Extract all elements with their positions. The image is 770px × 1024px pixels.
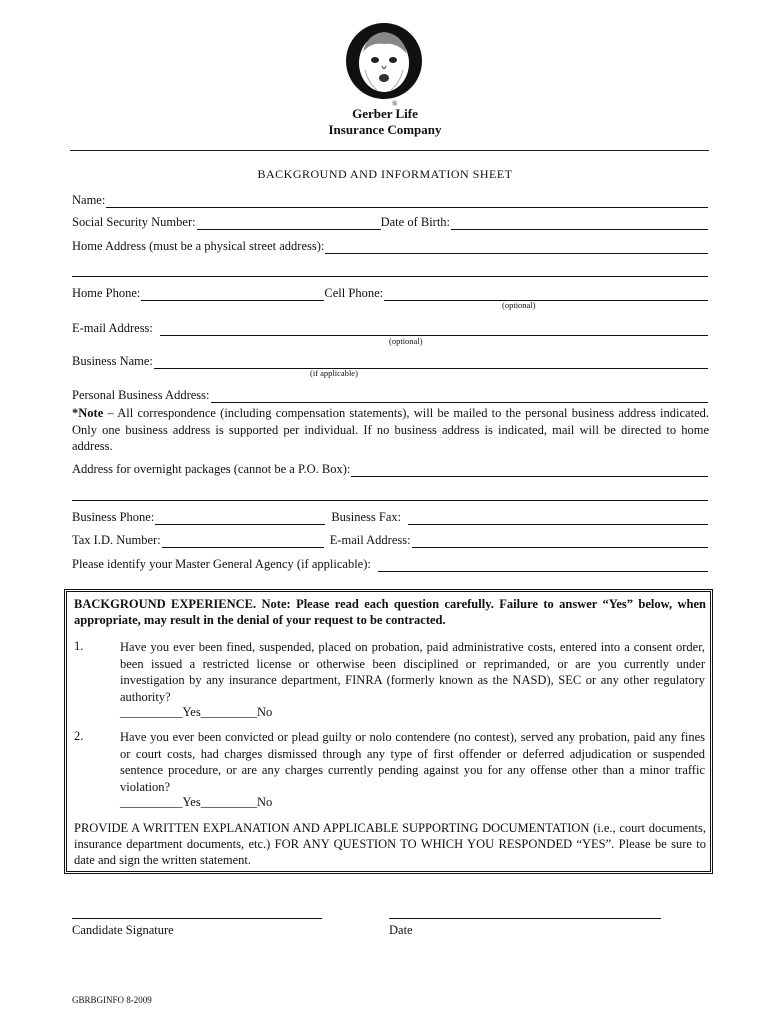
note-label: *Note <box>72 406 104 420</box>
ssn-field[interactable] <box>197 217 381 230</box>
home-phone-field[interactable] <box>141 288 324 301</box>
overnight-label: Address for overnight packages (cannot be a P.O. Box): <box>72 462 351 476</box>
question-2-answer[interactable]: __________Yes_________No <box>120 795 273 809</box>
header-divider <box>70 150 709 151</box>
question-1-text: Have you ever been fined, suspended, placed on probation, paid administrative costs, entered into a consent order, been issued a restricted license or otherwise been disciplined or reprimanded, or are you currently under investigation by any insurance department, FINRA (formerly known as the NASD), SEC or any other regulatory authority? <box>120 640 705 704</box>
mga-row <box>72 556 708 572</box>
name-field[interactable] <box>106 195 708 208</box>
business-phone-field[interactable] <box>155 512 325 525</box>
home-phone-label: Home Phone: <box>72 286 141 300</box>
question-2-number: 2. <box>74 729 84 743</box>
business-phone-row <box>72 509 708 525</box>
question-2-text: Have you ever been convicted or plead guilty or nolo contendere (no contest), served any probation, paid any fines or court costs, had charges dismissed through any type of first offender or deferred adjudication or suspended sentence procedure, or are any charges currently pending against you for any offense other than a minor traffic violation? <box>120 730 705 794</box>
business-name-field[interactable] <box>154 356 708 369</box>
home-address-field-2[interactable] <box>72 264 708 277</box>
gerber-baby-logo <box>345 22 423 100</box>
background-heading: BACKGROUND EXPERIENCE. Note: Please read each question carefully. Failure to answer “Yes” below, when appropriate, may result in the denial of your request to be contracted. <box>74 597 706 627</box>
ssn-dob-row <box>72 214 708 230</box>
overnight-field-2[interactable] <box>72 488 708 501</box>
candidate-signature-line[interactable] <box>72 918 322 919</box>
cell-phone-label: Cell Phone: <box>324 286 384 300</box>
candidate-signature-label: Candidate Signature <box>72 923 174 937</box>
ssn-label: Social Security Number: <box>72 215 196 229</box>
dob-label: Date of Birth: <box>380 215 451 229</box>
mga-field[interactable] <box>378 559 708 572</box>
business-name-note: (if applicable) <box>310 368 358 378</box>
page-title: BACKGROUND AND INFORMATION SHEET <box>257 167 513 181</box>
email-label: E-mail Address: <box>72 321 153 335</box>
personal-business-address-field[interactable] <box>211 390 709 403</box>
overnight-field[interactable] <box>351 464 708 477</box>
business-name-label: Business Name: <box>72 354 153 368</box>
tax-id-field[interactable] <box>162 535 324 548</box>
mga-label: Please identify your Master General Agency (if applicable): <box>72 557 371 571</box>
email2-label: E-mail Address: <box>329 533 411 547</box>
email-field[interactable] <box>160 323 708 336</box>
business-name-row <box>72 353 708 369</box>
overnight-row-2 <box>72 485 708 501</box>
correspondence-note <box>72 405 709 455</box>
provide-explanation-text: PROVIDE A WRITTEN EXPLANATION AND APPLICABLE SUPPORTING DOCUMENTATION (i.e., court documents, insurance department documents, etc.) FOR ANY QUESTION TO WHICH YOU RESPONDED “YES”. Please be sure to date and sign the written statement. <box>74 821 706 867</box>
email-optional: (optional) <box>389 336 423 346</box>
home-address-row <box>72 238 708 254</box>
date-line[interactable] <box>389 918 661 919</box>
name-row <box>72 192 708 208</box>
business-fax-label: Business Fax: <box>331 510 402 524</box>
personal-business-address-row <box>72 387 708 403</box>
overnight-row <box>72 461 708 477</box>
note-text: – All correspondence (including compensation statements), will be mailed to the personal business address indicated. Only one business address is supported per individual. If no business address is indicated, mail will be directed to home address. <box>72 406 709 453</box>
company-name: Gerber Life Insurance Company <box>328 106 442 137</box>
question-1-number: 1. <box>74 639 84 653</box>
tax-id-row <box>72 532 708 548</box>
name-label: Name: <box>72 193 106 207</box>
form-code: GBRBGINFO 8-2009 <box>72 995 152 1005</box>
dob-field[interactable] <box>451 217 708 230</box>
registered-mark: ® <box>392 100 398 108</box>
personal-business-address-label: Personal Business Address: <box>72 388 210 402</box>
tax-id-label: Tax I.D. Number: <box>72 533 161 547</box>
business-fax-field[interactable] <box>408 512 708 525</box>
date-label: Date <box>389 923 413 937</box>
cell-phone-optional: (optional) <box>502 300 536 310</box>
email-row <box>72 320 708 336</box>
home-address-row-2 <box>72 261 708 277</box>
business-phone-label: Business Phone: <box>72 510 155 524</box>
question-1-answer[interactable]: __________Yes_________No <box>120 705 273 719</box>
cell-phone-field[interactable] <box>384 288 708 301</box>
home-address-field[interactable] <box>325 241 708 254</box>
email2-field[interactable] <box>412 535 708 548</box>
home-address-label: Home Address (must be a physical street address): <box>72 239 325 253</box>
phone-row <box>72 285 708 301</box>
